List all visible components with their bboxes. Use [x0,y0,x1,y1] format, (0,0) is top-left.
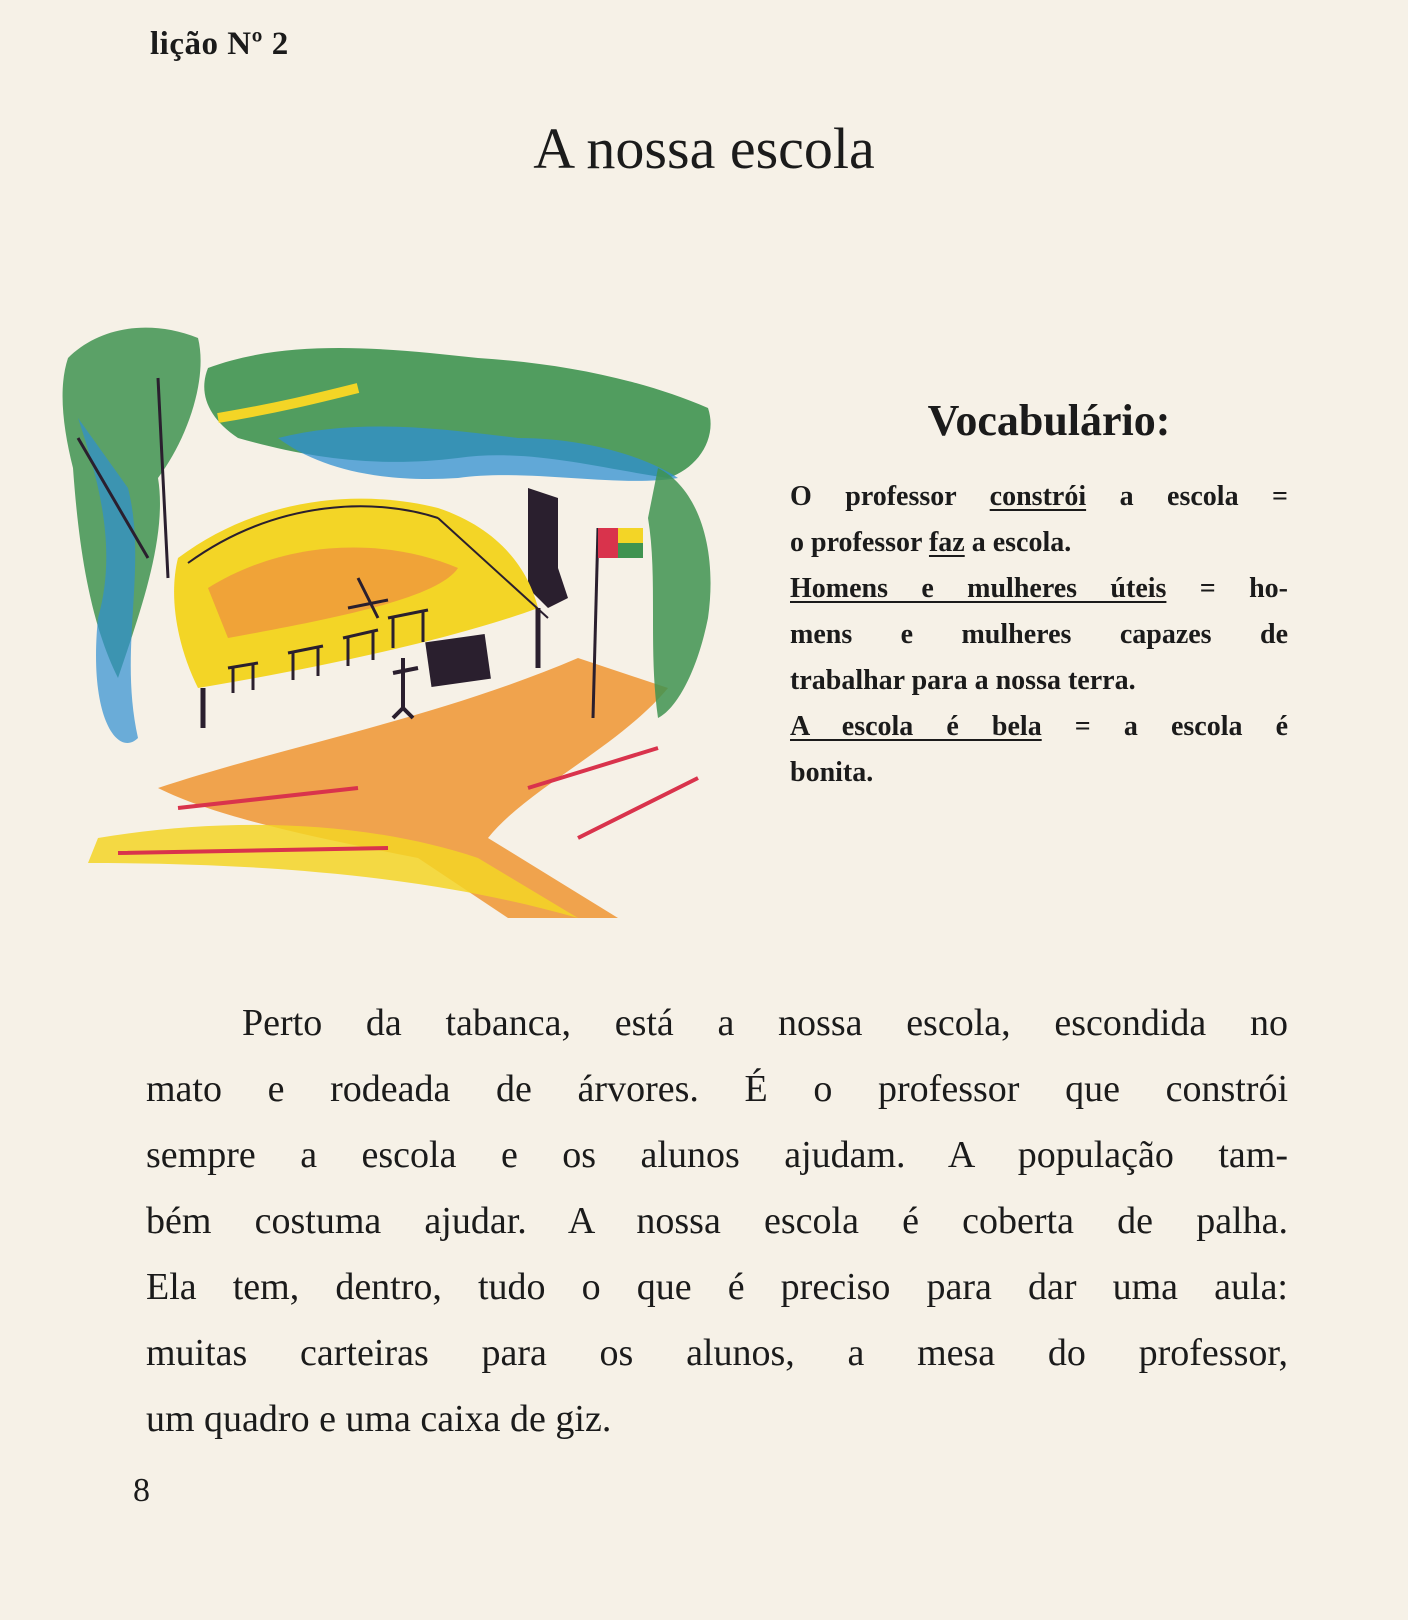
vocab-line-1: O professor constrói a escola = [790,481,1288,512]
illus-blackboard [425,634,491,687]
body-line-3: sempre a escola e os alunos ajudam. A população tam- [146,1134,1288,1176]
school-illustration [58,318,748,958]
vocabulary-text [790,474,1288,796]
illus-flag-yellow [618,528,643,543]
lesson-number: lição Nº 2 [150,26,289,62]
vocab-term: faz [928,527,965,558]
illus-flag-red [598,528,618,558]
vocab-term: Homens e mulheres úteis [790,573,1167,604]
vocab-line-4: mens e mulheres capazes de [790,619,1288,650]
illus-teacher [393,658,418,718]
body-line-1: Perto da tabanca, está a nossa escola, escondida no [242,1002,1288,1044]
body-line-2: mato e rodeada de árvores. É o professor que constrói [146,1068,1288,1110]
illus-right-foliage [648,468,711,718]
vocab-line-6: A escola é bela = a escola é [790,711,1288,742]
vocabulary-heading: Vocabulário: [927,396,1171,445]
body-line-6: muitas carteiras para os alunos, a mesa do professor, [146,1332,1288,1374]
illus-trunk [528,488,568,608]
body-line-7: um quadro e uma caixa de giz. [146,1398,612,1440]
vocab-line-3: Homens e mulheres úteis = ho- [790,573,1288,604]
vocab-term: constrói [989,481,1087,512]
vocab-line-5: trabalhar para a nossa terra. [790,665,1136,696]
vocab-line-2: o professor faz a escola. [790,527,1072,558]
body-line-4: bém costuma ajudar. A nossa escola é coberta de palha. [146,1200,1288,1242]
vocabulary-box [790,395,1288,796]
page-number: 8 [133,1472,150,1509]
body-paragraph [146,990,1288,1452]
vocab-line-7: bonita. [790,757,874,788]
body-line-5: Ela tem, dentro, tudo o que é preciso para dar uma aula: [146,1266,1288,1308]
page-title: A nossa escola [533,116,875,181]
vocab-term: A escola é bela [790,711,1042,742]
illus-flag-green [618,543,643,558]
